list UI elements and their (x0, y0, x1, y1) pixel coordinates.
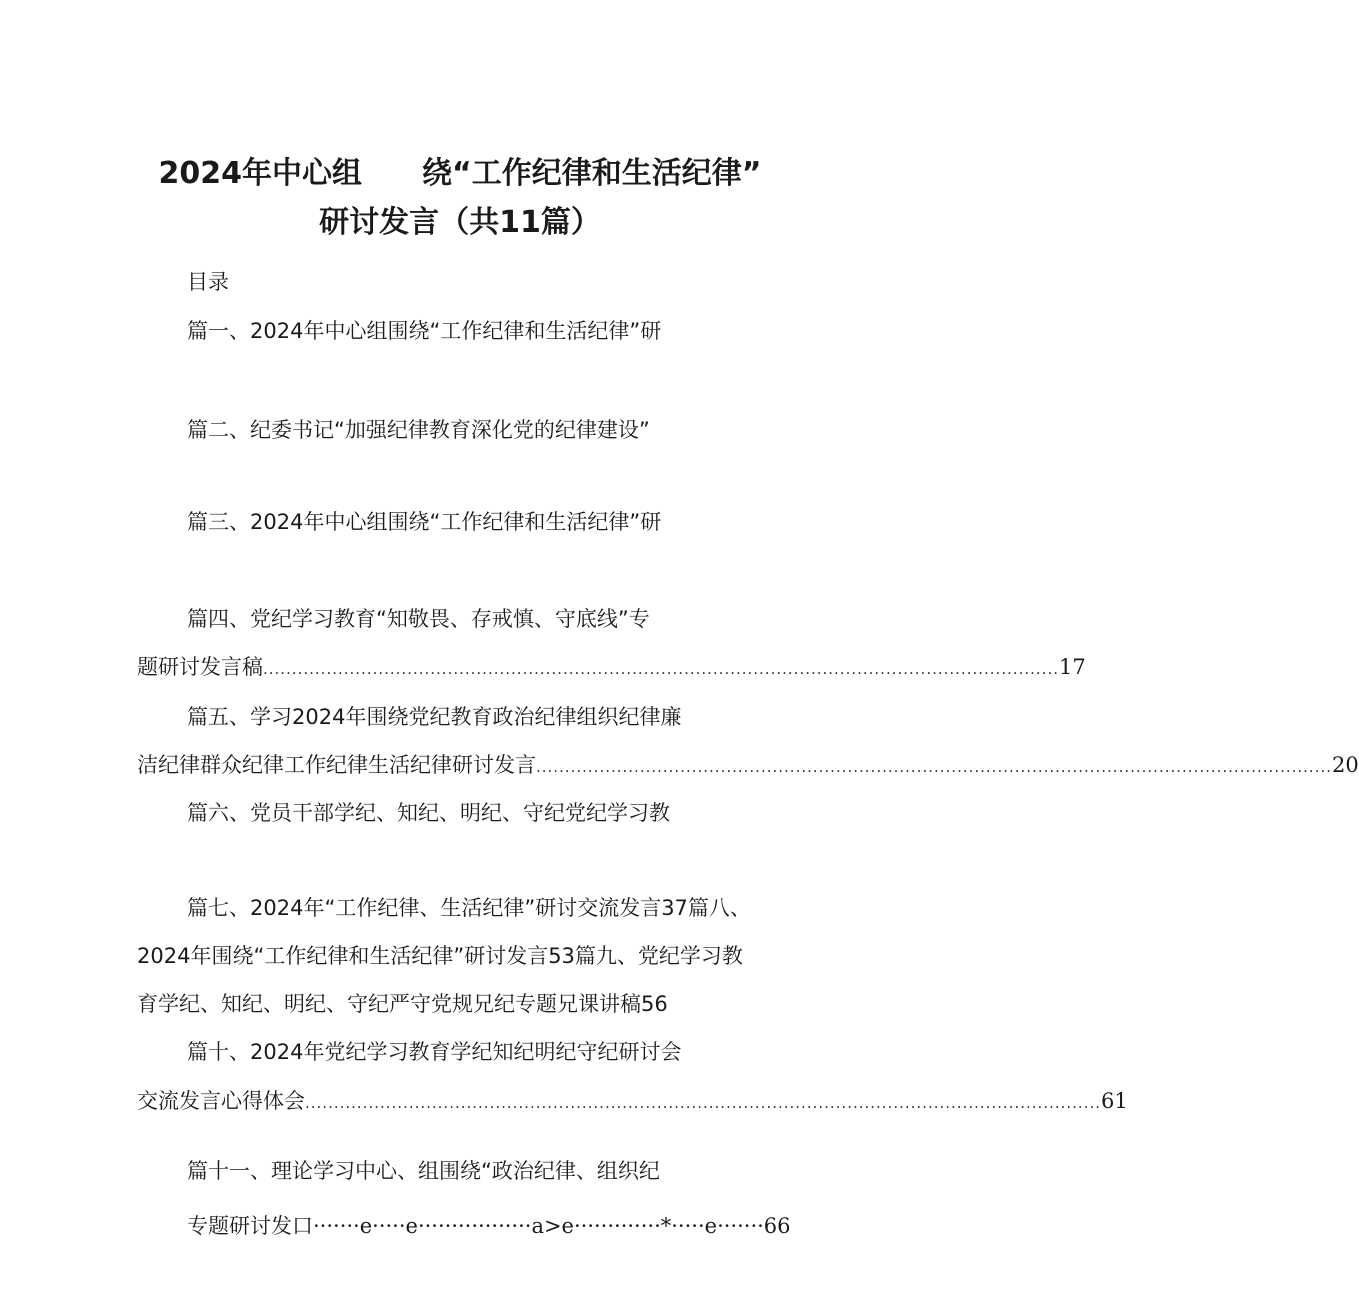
toc-heading: 目录 (187, 270, 229, 294)
toc-item-4-page: 17 (1059, 655, 1086, 679)
toc-item-1[interactable]: 篇一、2024年中心组围绕“工作纪律和生活纪律”研 (187, 319, 662, 343)
toc-item-5[interactable]: 篇五、学习2024年围绕党纪教育政治纪律组织纪律廉 (187, 705, 682, 729)
toc-item-4-leader: .......................................................................................................................................... (263, 660, 1059, 678)
toc-item-5-continuation[interactable] (137, 751, 1359, 781)
toc-item-11[interactable]: 篇十一、理论学习中心、组围绕“政治纪律、组织纪 (187, 1159, 660, 1183)
toc-item-10-leader: .......................................................................................................................................... (305, 1094, 1101, 1112)
toc-item-3[interactable]: 篇三、2024年中心组围绕“工作纪律和生活纪律”研 (187, 510, 662, 534)
toc-item-11-cont-text: 专题研讨发口 (187, 1214, 313, 1238)
toc-item-4-continuation[interactable] (137, 653, 1086, 683)
toc-item-5-cont-text: 洁纪律群众纪律工作纪律生活纪律研讨发言 (137, 753, 536, 777)
toc-item-10-page: 61 (1101, 1089, 1128, 1113)
toc-item-5-page: 20 (1332, 753, 1359, 777)
toc-item-6[interactable]: 篇六、党员干部学纪、知纪、明纪、守纪党纪学习教 (187, 801, 670, 825)
toc-item-10[interactable]: 篇十、2024年党纪学习教育学纪知纪明纪守纪研讨会 (187, 1040, 682, 1064)
toc-item-7-continuation[interactable]: 2024年围绕“工作纪律和生活纪律”研讨发言53篇九、党纪学习教 (137, 944, 743, 968)
toc-item-4-cont-text: 题研讨发言稿 (137, 655, 263, 679)
toc-item-10-cont-text: 交流发言心得体会 (137, 1089, 305, 1113)
toc-item-7-continuation-2[interactable]: 育学纪、知纪、明纪、守纪严守党规兄纪专题兄课讲稿56 (137, 992, 668, 1016)
toc-item-11-continuation[interactable] (187, 1212, 791, 1240)
toc-item-11-garbled-tail: ·······e·····e·················a>e·············*·····e·······66 (313, 1214, 791, 1238)
toc-item-4[interactable]: 篇四、党纪学习教育“知敬畏、存戒慎、守底线”专 (187, 607, 650, 631)
toc-item-2[interactable]: 篇二、纪委书记“加强纪律教育深化党的纪律建设” (187, 418, 650, 442)
document-title-line-2: 研讨发言（共11篇） (319, 205, 601, 240)
toc-item-7[interactable]: 篇七、2024年“工作纪律、生活纪律”研讨交流发言37篇八、 (187, 896, 751, 920)
toc-item-5-leader: .......................................................................................................................................... (536, 758, 1332, 776)
document-title-line-1 (0, 148, 920, 192)
title-part-b: 绕“工作纪律和生活纪律” (422, 156, 762, 191)
toc-item-10-continuation[interactable] (137, 1087, 1128, 1117)
title-part-a: 2024年中心组 (158, 156, 363, 191)
